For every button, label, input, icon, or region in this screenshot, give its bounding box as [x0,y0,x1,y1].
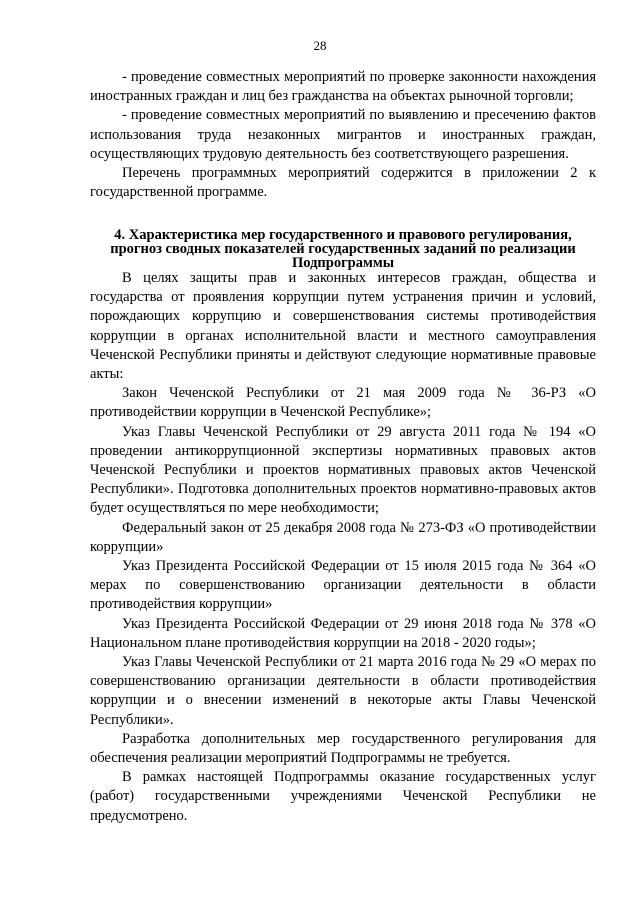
paragraph-additional-measures: Разработка дополнительных мер государственного регулирования для обеспечения реализации мероприятий Подпрограммы не требуется. [90,730,596,767]
paragraph-federal-law-273: Федеральный закон от 25 декабря 2008 года № 273-ФЗ «О противодействии коррупции» [90,519,596,555]
paragraph-intro: В целях защиты прав и законных интересов граждан, общества и государства от проявления коррупции путем устранения причин и условий, порождающих коррупцию и совершенствования системы противодействия коррупции в органах исполнительной власти и местного самоуправления Чеченской Республики приняты и действуют следующие нормативные правовые акты: [90,270,596,383]
section-heading-line-1: 4. Характеристика мер государственного и правового регулирования, [114,227,572,243]
main-text-block [90,269,596,826]
paragraph-services: В рамках настоящей Подпрограммы оказание государственных услуг (работ) государственными учреждениями Чеченской Республики не предусмотрено. [90,769,596,824]
section-heading-line-2: прогноз сводных показателей государственных заданий по реализации [110,241,576,257]
intro-text-block [90,68,596,202]
paragraph-decree-29: Указ Главы Чеченской Республики от 21 марта 2016 года № 29 «О мерах по совершенствованию организации деятельности в области противодействия коррупции и о внесении изменений в некоторые акты Главы Чеченской Республики». [90,654,596,728]
paragraph-decree-378: Указ Президента Российской Федерации от 29 июня 2018 года № 378 «О Национальном плане противодействия коррупции на 2018 - 2020 годы»; [90,615,596,651]
paragraph-decree-364: Указ Президента Российской Федерации от 15 июля 2015 года № 364 «О мерах по совершенствованию организации деятельности в области противодействия коррупции» [90,558,596,613]
section-heading-line-3: Подпрограммы [291,255,395,271]
page-number: 28 [313,38,327,53]
paragraph-decree-194: Указ Главы Чеченской Республики от 29 августа 2011 года № 194 «О проведении антикоррупционной экспертизы нормативных правовых актов Чеченской Республики и проектов нормативных правовых актов Чеченской Республики». Подготовка дополнительных проектов нормативно-правовых актов будет осуществляться по мере необходимости; [90,423,596,517]
paragraph-program-list: Перечень программных мероприятий содержится в приложении 2 к государственной программе. [90,165,596,201]
paragraph-measure-2: - проведение совместных мероприятий по выявлению и пресечению фактов использования труда незаконных мигрантов и иностранных граждан, осуществляющих трудовую деятельность без соответствующего разрешения. [90,107,596,162]
section-heading [90,228,596,270]
paragraph-law-36-rz: Закон Чеченской Республики от 21 мая 2009 года № 36-РЗ «О противодействии коррупции в Чеченской Республике»; [90,385,596,421]
paragraph-measure-1: - проведение совместных мероприятий по проверке законности нахождения иностранных граждан и лиц без гражданства на объектах рыночной торговли; [90,69,596,105]
